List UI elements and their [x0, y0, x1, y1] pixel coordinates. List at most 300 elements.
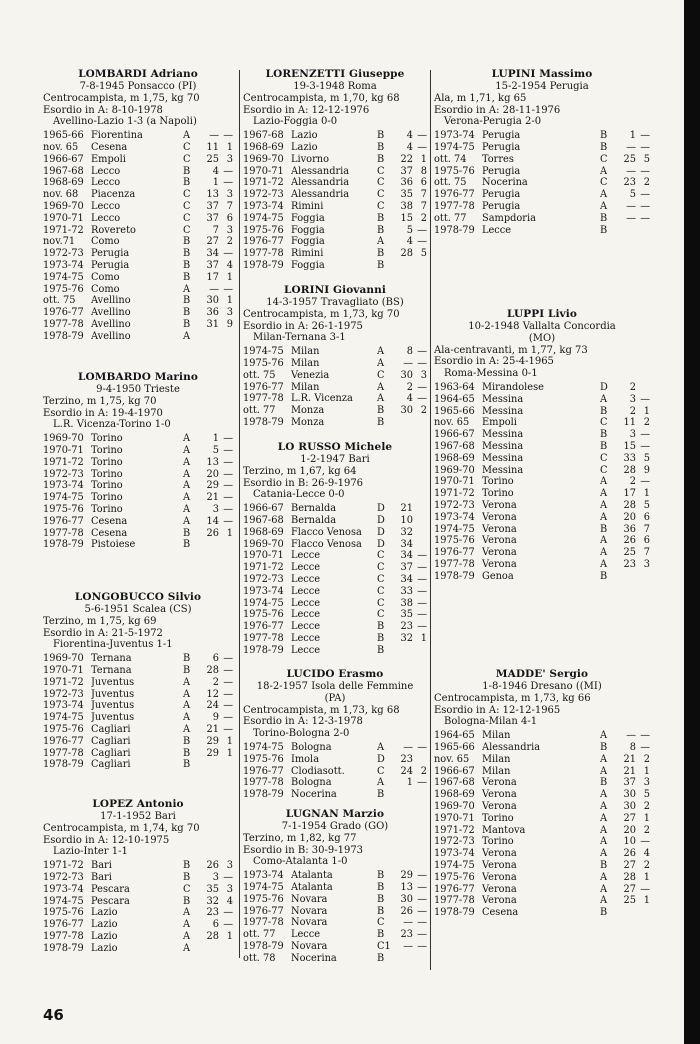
team: Verona: [482, 511, 517, 523]
goals: —: [223, 165, 233, 177]
season: 1976-77: [43, 919, 84, 931]
division: A: [183, 907, 191, 919]
division: A: [377, 777, 385, 789]
appearances: 36: [206, 307, 219, 319]
team: Milan: [291, 381, 320, 393]
season: 1968-69: [243, 141, 284, 153]
team: Verona: [482, 871, 517, 883]
team: Lecce: [291, 562, 321, 574]
role-info: Centrocampista, m 1,75, kg 70: [43, 92, 200, 104]
season: 1966-67: [43, 153, 84, 165]
goals: —: [417, 609, 427, 621]
appearances: 37: [206, 212, 219, 224]
team: Perugia: [482, 141, 521, 153]
career-row: [43, 319, 233, 331]
appearances: 3: [212, 503, 219, 515]
season: 1964-65: [434, 393, 475, 405]
goals: —: [640, 476, 650, 488]
season: 1971-72: [43, 860, 84, 872]
appearances: 25: [623, 895, 636, 907]
goals: [413, 417, 427, 429]
appearances: 30: [400, 405, 413, 417]
team: Piacenza: [91, 189, 136, 201]
division: A: [600, 812, 608, 824]
goals: [413, 754, 427, 766]
role-info: Centrocampista, m 1,73, kg 66: [434, 692, 591, 704]
team: Novara: [291, 893, 328, 905]
appearances: —: [403, 357, 413, 369]
career-table: [434, 130, 650, 236]
career-row: [434, 872, 650, 884]
team: Lecco: [91, 165, 121, 177]
goals: [636, 907, 650, 919]
team: Pistoiese: [91, 539, 136, 551]
goals: 2: [226, 236, 233, 248]
career-row: [243, 609, 427, 621]
team: Verona: [482, 800, 517, 812]
team: Lecce: [291, 585, 321, 597]
team: L.R. Vicenza: [291, 393, 353, 405]
season: 1976-77: [434, 189, 475, 201]
season: 1974-75: [243, 741, 284, 753]
season: 1975-76: [43, 723, 84, 735]
goals: —: [223, 480, 233, 492]
goals: 1: [643, 488, 650, 500]
team: Cagliari: [91, 735, 131, 747]
goals: —: [417, 870, 427, 882]
career-row: [43, 189, 233, 201]
career-row: [43, 248, 233, 260]
player-entry: [43, 68, 233, 343]
appearances: 20: [623, 824, 636, 836]
division: B: [377, 893, 385, 905]
appearances: 26: [206, 860, 219, 872]
appearances: 1: [406, 777, 413, 789]
division: B: [183, 539, 191, 551]
season: 1978-79: [43, 330, 84, 342]
season: 1963-64: [434, 381, 475, 393]
division: A: [600, 871, 608, 883]
career-row: [434, 394, 650, 406]
season: 1970-71: [243, 165, 284, 177]
division: C: [183, 212, 191, 224]
season: 1977-78: [434, 200, 475, 212]
goals: 2: [643, 824, 650, 836]
career-row: [243, 598, 427, 610]
division: A: [183, 723, 191, 735]
career-row: [43, 748, 233, 760]
division: A: [183, 330, 191, 342]
season: 1970-71: [243, 550, 284, 562]
team: Rovereto: [91, 224, 136, 236]
career-row: [243, 586, 427, 598]
season: 1975-76: [243, 609, 284, 621]
career-row: [434, 895, 650, 907]
career-table: [434, 382, 650, 583]
player-entry: [43, 591, 233, 771]
appearances: 23: [400, 621, 413, 633]
debut-match: Verona-Perugia 2-0: [444, 116, 542, 128]
team: Bologna: [291, 741, 332, 753]
career-table: [243, 346, 427, 429]
goals: —: [640, 130, 650, 142]
division: B: [183, 747, 191, 759]
career-row: [434, 201, 650, 213]
player-name: MADDE' Sergio: [495, 668, 589, 680]
career-row: [434, 571, 650, 583]
team: Lecce: [482, 224, 512, 236]
career-row: [434, 417, 650, 429]
team: Torino: [91, 492, 123, 504]
debut-date: Esordio in A: 12-10-1975: [43, 834, 170, 846]
career-table: [434, 730, 650, 919]
appearances: 32: [400, 632, 413, 644]
appearances: [393, 417, 413, 429]
division: A: [183, 515, 191, 527]
career-table: [243, 503, 427, 656]
appearances: 30: [623, 800, 636, 812]
team: Fiorentina: [91, 130, 143, 142]
division: C: [377, 573, 385, 585]
season: 1974-75: [243, 881, 284, 893]
division: B: [183, 177, 191, 189]
career-row: [243, 346, 427, 358]
team: Mirandolese: [482, 381, 544, 393]
team: Cagliari: [91, 723, 131, 735]
division: C: [377, 609, 385, 621]
division: C: [600, 452, 608, 464]
season: 1976-77: [243, 236, 284, 248]
career-row: [243, 260, 427, 272]
appearances: 35: [206, 883, 219, 895]
career-row: [43, 689, 233, 701]
goals: —: [223, 919, 233, 931]
season: 1975-76: [43, 907, 84, 919]
team: Torino: [482, 476, 514, 488]
career-row: [434, 476, 650, 488]
team: Pescara: [91, 895, 130, 907]
season: 1972-73: [434, 836, 475, 848]
team: Verona: [482, 789, 517, 801]
division: A: [377, 236, 385, 248]
team: Bari: [91, 860, 112, 872]
career-row: [434, 441, 650, 453]
team: Pescara: [91, 883, 130, 895]
division: A: [600, 558, 608, 570]
season: 1976-77: [243, 381, 284, 393]
goals: 2: [643, 177, 650, 189]
division: C: [377, 369, 385, 381]
season: 1978-79: [243, 789, 284, 801]
season: ott. 74: [434, 153, 467, 165]
column-divider: [239, 70, 240, 958]
team: Clodiasott.: [291, 765, 345, 777]
division: B: [377, 952, 385, 964]
appearances: 34: [400, 538, 413, 550]
goals: 3: [643, 558, 650, 570]
career-row: [434, 512, 650, 524]
team: Rimini: [291, 248, 324, 260]
season: 1973-74: [434, 130, 475, 142]
goals: 5: [643, 452, 650, 464]
division: A: [183, 919, 191, 931]
appearances: 17: [623, 488, 636, 500]
appearances: 22: [400, 153, 413, 165]
season: 1974-75: [434, 141, 475, 153]
appearances: 26: [400, 905, 413, 917]
season: 1973-74: [243, 585, 284, 597]
division: B: [600, 429, 608, 441]
division: B: [377, 405, 385, 417]
appearances: 29: [206, 735, 219, 747]
career-row: [434, 154, 650, 166]
goals: 7: [643, 547, 650, 559]
division: B: [600, 405, 608, 417]
season: 1977-78: [243, 248, 284, 260]
season: 1978-79: [43, 539, 84, 551]
season: nov.71: [43, 236, 76, 248]
season: 1976-77: [43, 307, 84, 319]
team: Messina: [482, 405, 524, 417]
team: Ternana: [91, 664, 132, 676]
career-row: [43, 177, 233, 189]
division: A: [600, 535, 608, 547]
debut-match: Catania-Lecce 0-0: [253, 489, 345, 501]
team: Juventus: [91, 712, 135, 724]
team: Bernalda: [291, 514, 337, 526]
division: B: [377, 224, 385, 236]
career-row: [243, 754, 427, 766]
team: Lecco: [91, 212, 121, 224]
career-row: [434, 142, 650, 154]
appearances: 20: [623, 511, 636, 523]
career-row: [243, 742, 427, 754]
season: 1977-78: [243, 393, 284, 405]
season: 1970-71: [434, 476, 475, 488]
division: D: [600, 381, 608, 393]
season: nov. 68: [43, 189, 79, 201]
career-row: [43, 759, 233, 771]
team: Verona: [482, 895, 517, 907]
team: Messina: [482, 440, 524, 452]
goals: —: [417, 393, 427, 405]
season: 1969-70: [243, 153, 284, 165]
player-entry: [243, 68, 427, 272]
goals: 3: [226, 860, 233, 872]
career-row: [243, 633, 427, 645]
division: C: [183, 200, 191, 212]
appearances: 37: [400, 562, 413, 574]
season: 1966-67: [434, 429, 475, 441]
birth-info: 19-3-1948 Roma: [293, 81, 377, 92]
debut-match: Fiorentina-Juventus 1-1: [53, 639, 173, 651]
season: 1971-72: [43, 676, 84, 688]
career-table: [43, 653, 233, 771]
division: A: [183, 930, 191, 942]
career-row: [43, 480, 233, 492]
goals: —: [223, 700, 233, 712]
appearances: 1: [212, 433, 219, 445]
division: B: [600, 523, 608, 535]
goals: —: [417, 573, 427, 585]
division: B: [377, 248, 385, 260]
career-row: [434, 189, 650, 201]
career-row: [43, 331, 233, 343]
player-entry: [43, 798, 233, 955]
appearances: 4: [212, 165, 219, 177]
appearances: 5: [212, 444, 219, 456]
appearances: 5: [406, 224, 413, 236]
career-row: [434, 907, 650, 919]
career-row: [243, 870, 427, 882]
season: 1975-76: [43, 283, 84, 295]
team: Flacco Venosa: [291, 526, 362, 538]
division: B: [183, 895, 191, 907]
division: B: [183, 165, 191, 177]
team: Lecce: [291, 644, 321, 656]
goals: 1: [226, 747, 233, 759]
division: B: [600, 141, 608, 153]
division: A: [183, 712, 191, 724]
team: Rimini: [291, 200, 324, 212]
appearances: 34: [400, 550, 413, 562]
career-row: [243, 550, 427, 562]
appearances: 3: [212, 871, 219, 883]
season: 1968-69: [43, 177, 84, 189]
role-info: Centrocampista, m 1,73, kg 70: [243, 308, 400, 320]
appearances: 30: [206, 295, 219, 307]
goals: —: [417, 130, 427, 142]
season: 1971-72: [43, 456, 84, 468]
appearances: —: [626, 212, 636, 224]
division: A: [183, 503, 191, 515]
team: Atalanta: [291, 870, 333, 882]
season: nov. 65: [43, 141, 79, 153]
column-divider: [430, 70, 431, 970]
season: 1971-72: [243, 562, 284, 574]
career-row: [243, 358, 427, 370]
goals: 2: [643, 800, 650, 812]
goals: 1: [226, 930, 233, 942]
career-row: [43, 504, 233, 516]
season: 1977-78: [43, 747, 84, 759]
goals: 9: [226, 318, 233, 330]
goals: [636, 571, 650, 583]
appearances: 21: [623, 753, 636, 765]
goals: —: [417, 621, 427, 633]
goals: 2: [420, 405, 427, 417]
career-row: [434, 766, 650, 778]
division: A: [377, 357, 385, 369]
team: Monza: [291, 416, 325, 428]
career-row: [434, 488, 650, 500]
division: A: [600, 765, 608, 777]
team: Cagliari: [91, 747, 131, 759]
career-row: [43, 130, 233, 142]
player-name: LUPPI Livio: [507, 308, 577, 320]
division: C: [183, 153, 191, 165]
debut-date: Esordio in A: 28-11-1976: [434, 104, 561, 116]
debut-match: Bologna-Milan 4-1: [444, 716, 538, 728]
appearances: 33: [400, 585, 413, 597]
goals: —: [223, 515, 233, 527]
role-info: Terzino, m 1,82, kg 77: [243, 832, 357, 844]
appearances: 27: [623, 859, 636, 871]
team: Lecce: [291, 573, 321, 585]
season: 1972-73: [434, 499, 475, 511]
career-row: [243, 766, 427, 778]
goals: —: [417, 917, 427, 929]
career-row: [243, 189, 427, 201]
season: 1973-74: [434, 511, 475, 523]
player-name: LO RUSSO Michele: [277, 441, 393, 453]
career-row: [243, 929, 427, 941]
division: D: [377, 514, 385, 526]
appearances: 13: [206, 456, 219, 468]
team: Nocerina: [482, 177, 528, 189]
team: Torino: [91, 503, 123, 515]
division: A: [377, 346, 385, 358]
season: 1969-70: [434, 464, 475, 476]
season: 1978-79: [243, 940, 284, 952]
season: nov. 65: [434, 417, 470, 429]
appearances: —: [209, 283, 219, 295]
team: Como: [91, 283, 120, 295]
player-name: LOMBARDI Adriano: [78, 68, 198, 80]
career-row: [434, 813, 650, 825]
goals: 1: [420, 153, 427, 165]
goals: —: [640, 141, 650, 153]
career-row: [243, 201, 427, 213]
team: Torino: [482, 812, 514, 824]
division: B: [377, 259, 385, 271]
goals: 5: [643, 789, 650, 801]
career-row: [434, 884, 650, 896]
appearances: 21: [400, 503, 413, 515]
team: Foggia: [291, 259, 325, 271]
appearances: 7: [212, 224, 219, 236]
career-row: [243, 539, 427, 551]
role-info: Centrocampista, m 1,73, kg 68: [243, 704, 400, 716]
appearances: 36: [400, 177, 413, 189]
career-row: [434, 535, 650, 547]
career-row: [43, 213, 233, 225]
goals: 7: [226, 200, 233, 212]
team: Alessandria: [482, 741, 541, 753]
division: B: [600, 859, 608, 871]
season: 1969-70: [243, 538, 284, 550]
role-info: Ala, m 1,71, kg 65: [434, 92, 527, 104]
appearances: 30: [400, 369, 413, 381]
goals: —: [223, 688, 233, 700]
division: A: [183, 688, 191, 700]
player-entry: [243, 808, 427, 965]
appearances: 13: [206, 189, 219, 201]
goals: —: [640, 429, 650, 441]
appearances: 32: [400, 526, 413, 538]
career-row: [43, 284, 233, 296]
season: 1978-79: [434, 907, 475, 919]
goals: —: [640, 883, 650, 895]
birth-info: 10-2-1948 Vallalta Concordia: [468, 321, 616, 332]
appearances: [393, 953, 413, 965]
season: 1971-72: [243, 177, 284, 189]
player-entry: [243, 668, 427, 801]
appearances: 4: [406, 393, 413, 405]
career-row: [43, 445, 233, 457]
career-row: [243, 166, 427, 178]
debut-date: Esordio in B: 30-9-1973: [243, 844, 364, 856]
